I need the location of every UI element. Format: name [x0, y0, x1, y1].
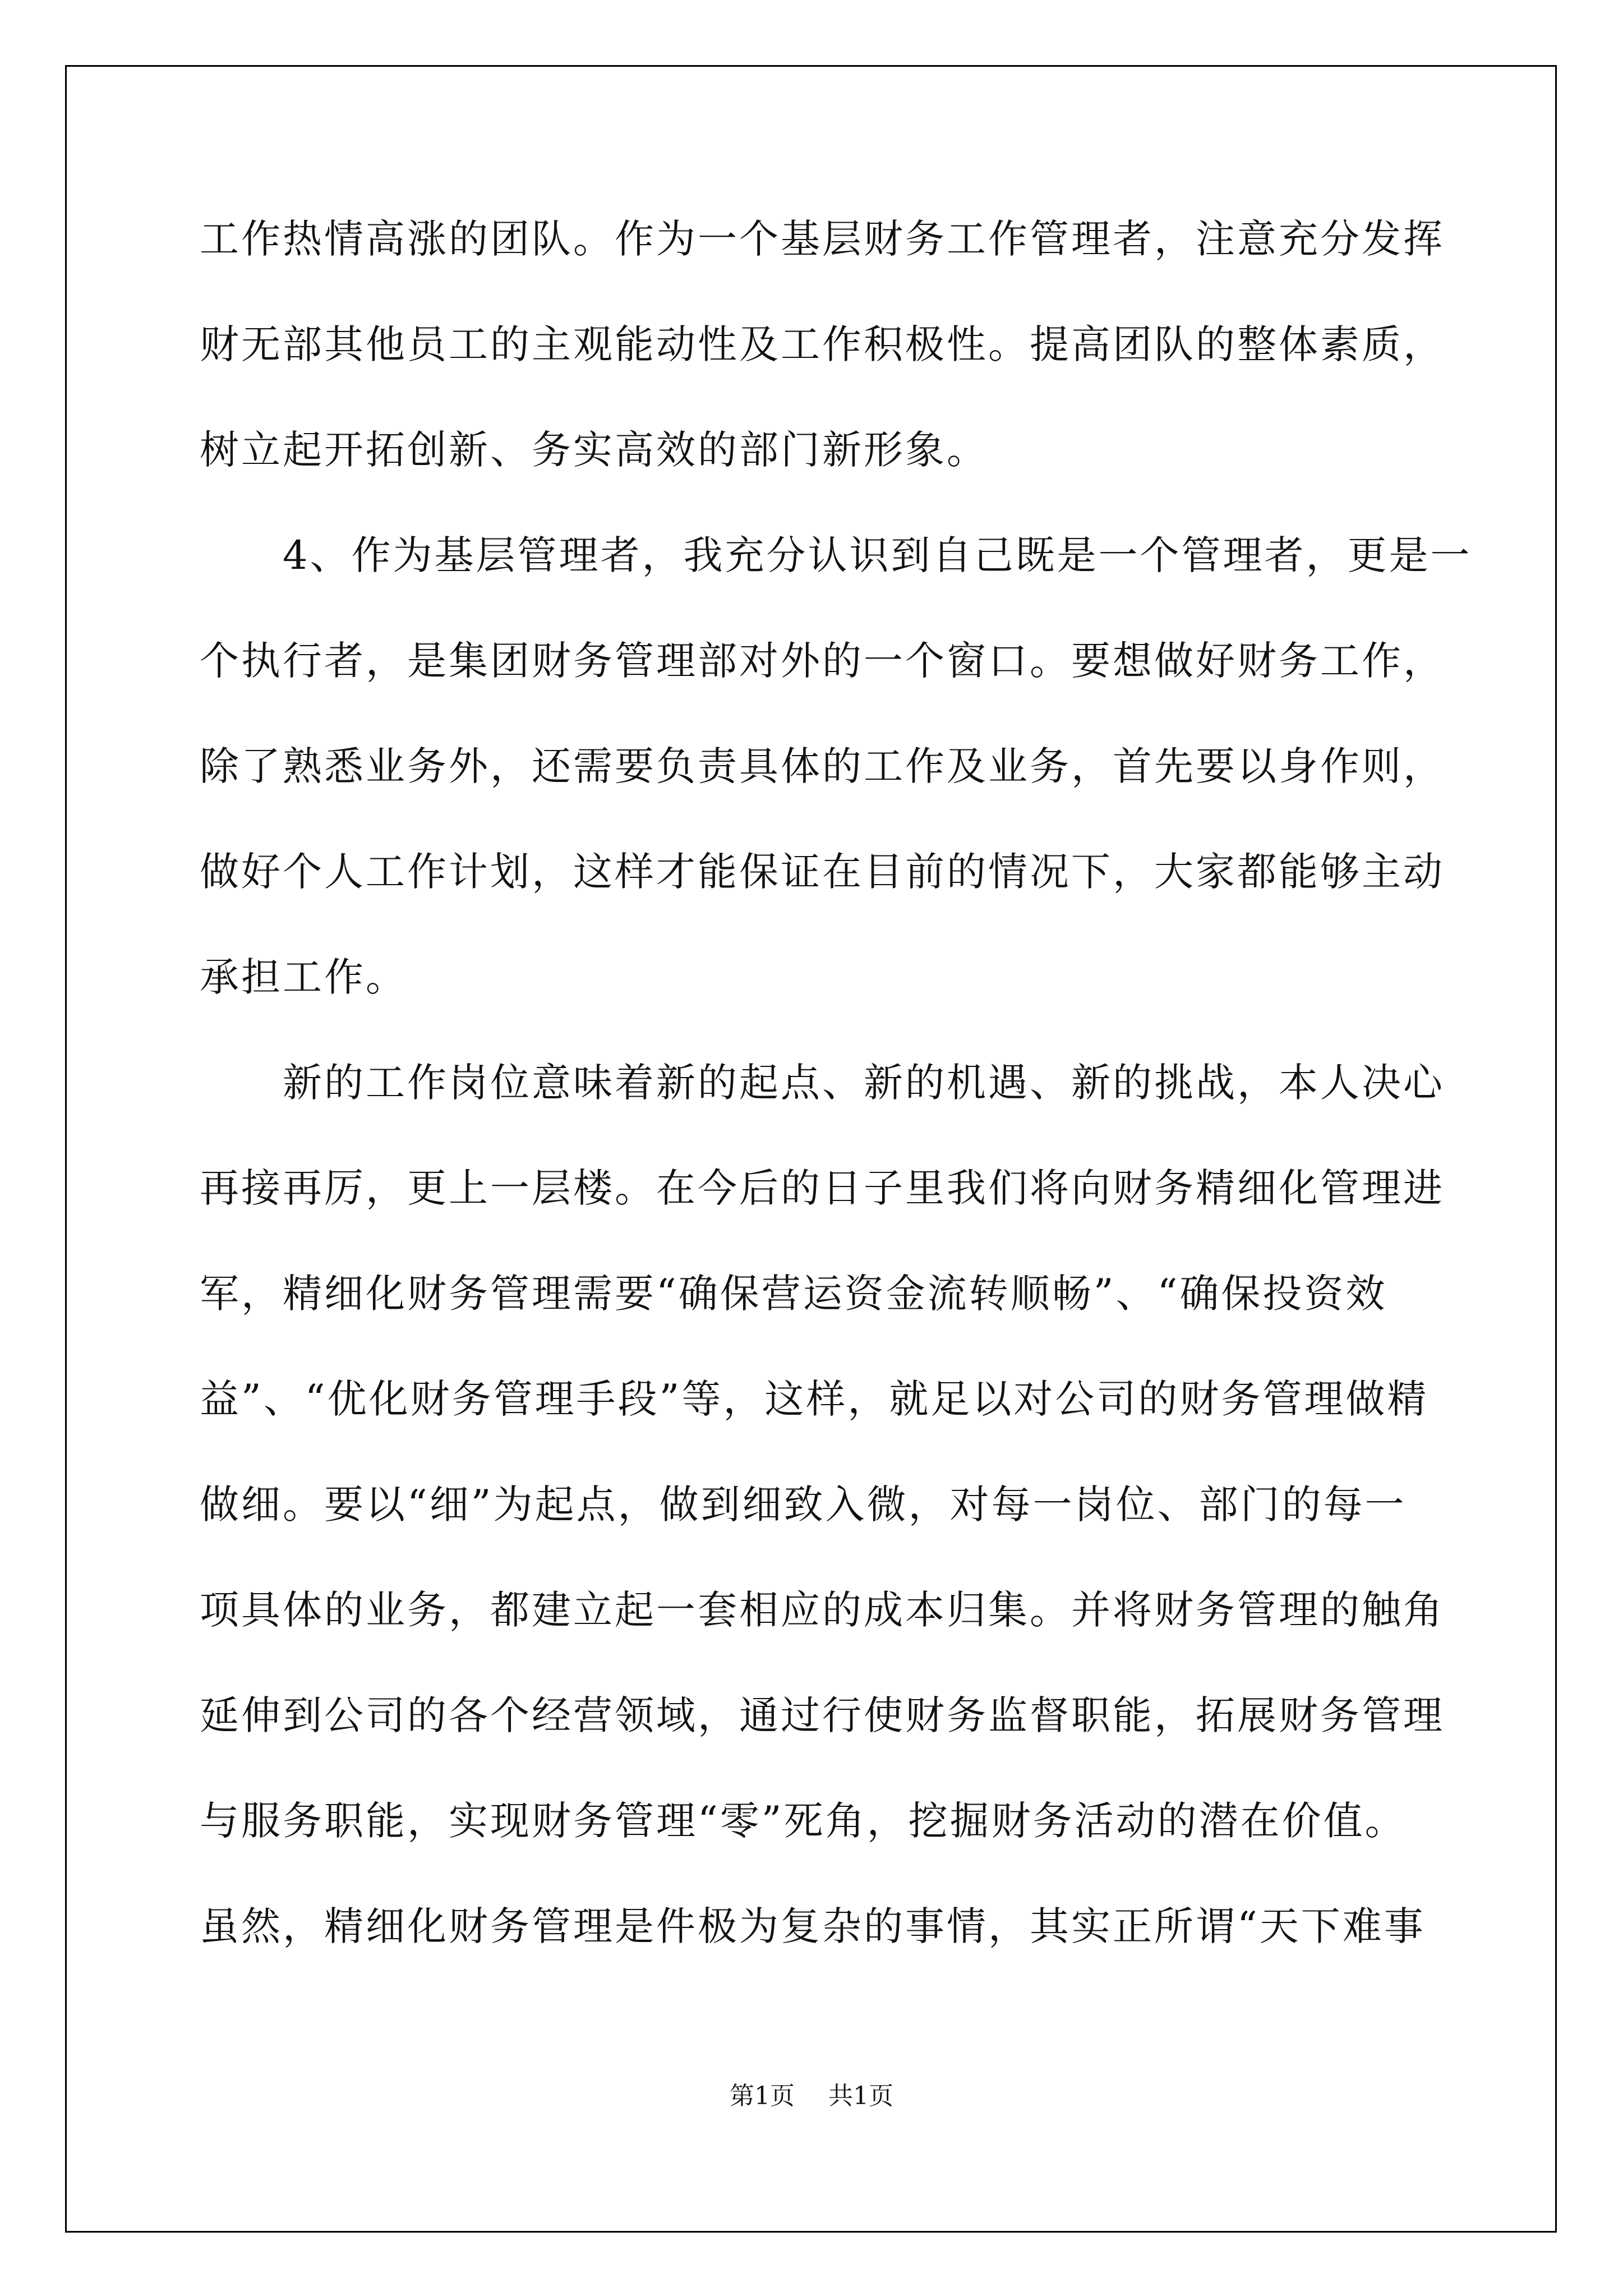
paragraph-start-line: 新的工作岗位意味着新的起点、新的机遇、新的挑战，本人决心 [283, 1060, 1445, 1106]
text-line: 与服务职能，实现财务管理“零”死角，挖掘财务活动的潜在价值。 [200, 1798, 1407, 1844]
text-line: 承担工作。 [200, 954, 407, 1000]
text-line: 再接再厉，更上一层楼。在今后的日子里我们将向财务精细化管理进 [200, 1165, 1445, 1211]
page-number-current: 第1页 [730, 2082, 795, 2110]
text-line: 个执行者，是集团财务管理部对外的一个窗口。要想做好财务工作， [200, 638, 1445, 684]
text-line: 树立起开拓创新、务实高效的部门新形象。 [200, 427, 988, 473]
document-body [200, 186, 1472, 1979]
paragraph-start-line: 4、作为基层管理者，我充分认识到自己既是一个管理者，更是一 [283, 532, 1472, 578]
text-line: 做好个人工作计划，这样才能保证在目前的情况下，大家都能够主动 [200, 849, 1445, 895]
text-line: 工作热情高涨的团队。作为一个基层财务工作管理者，注意充分发挥 [200, 216, 1445, 262]
text-line: 除了熟悉业务外，还需要负责具体的工作及业务，首先要以身作则， [200, 743, 1445, 789]
page-footer [0, 2076, 1623, 2111]
text-line: 军，精细化财务管理需要“确保营运资金流转顺畅”、“确保投资效 [200, 1271, 1387, 1317]
page-number-total: 共1页 [828, 2082, 893, 2110]
text-line: 虽然，精细化财务管理是件极为复杂的事情，其实正所谓“天下难事 [200, 1903, 1426, 1949]
text-line: 延伸到公司的各个经营领域，通过行使财务监督职能，拓展财务管理 [200, 1692, 1445, 1738]
text-line: 做细。要以“细”为起点，做到细致入微，对每一岗位、部门的每一 [200, 1481, 1407, 1527]
text-line: 财无部其他员工的主观能动性及工作积极性。提高团队的整体素质， [200, 321, 1445, 367]
text-line: 益”、“优化财务管理手段”等，这样，就足以对公司的财务管理做精 [200, 1376, 1429, 1422]
text-line: 项具体的业务，都建立起一套相应的成本归集。并将财务管理的触角 [200, 1587, 1445, 1633]
